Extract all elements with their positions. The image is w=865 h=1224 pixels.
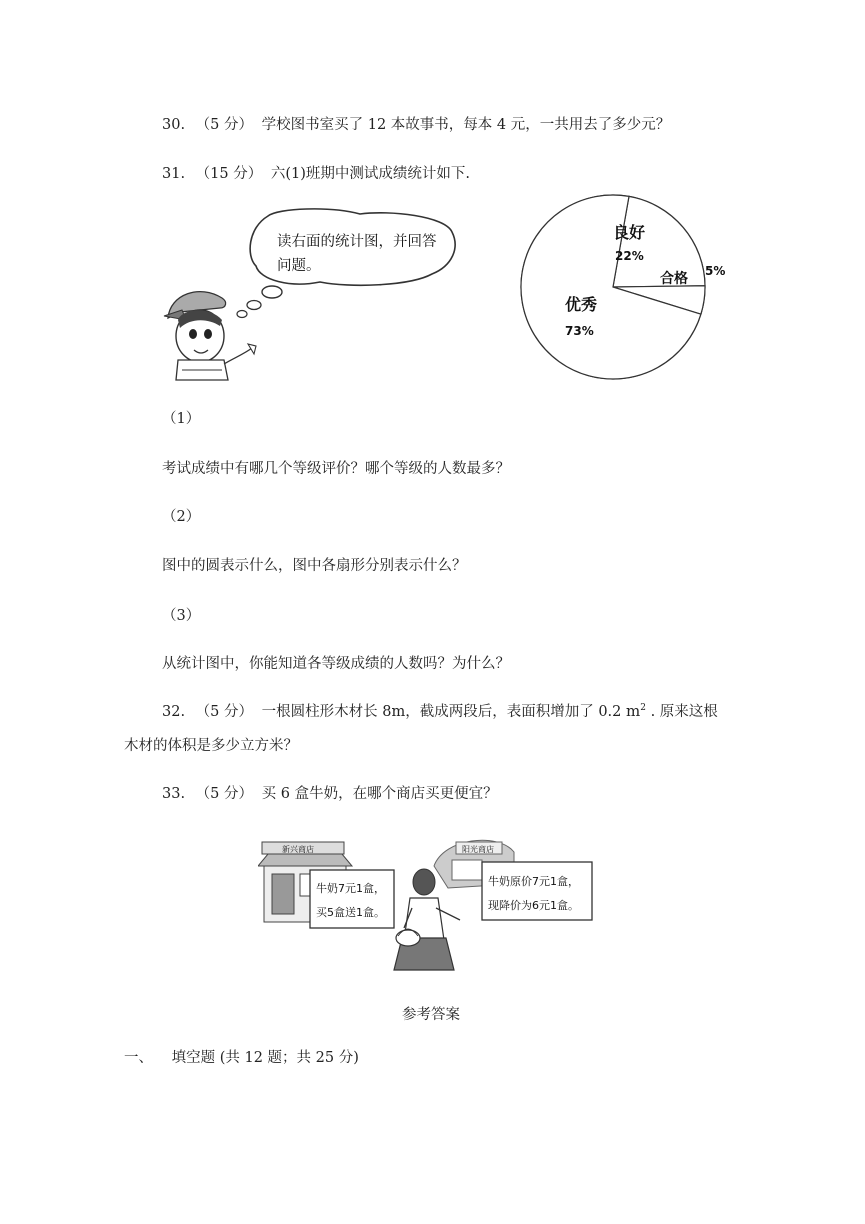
milk-shops-illustration [258, 832, 608, 982]
question-32-line2: 木材的体积是多少立方米？ [124, 738, 298, 754]
section-title: 填空题 (共 12 题；共 25 分) [171, 1050, 359, 1066]
pie-value-label: 73% [565, 324, 594, 338]
bubble-text-line1: 读右面的统计图，并回答 [277, 234, 437, 250]
question-33 [162, 782, 498, 803]
sub-question-2-text: 图中的圆表示什么，图中各扇形分别表示什么？ [162, 558, 467, 574]
pie-value-label: 22% [615, 249, 644, 263]
sub-question-1-label: （1） [162, 411, 201, 427]
shop2-offer-line1: 牛奶原价7元1盒， [488, 875, 579, 888]
section-1-heading [124, 1046, 359, 1067]
shop2-sign: 阳光商店 [462, 845, 494, 854]
bubble-text-line2: 问题。 [277, 258, 321, 274]
question-text: 六(1)班期中测试成绩统计如下. [270, 166, 470, 182]
question-text-cont: . 原来这根 [645, 704, 718, 720]
question-score: （5 分） [195, 117, 254, 133]
boy-thought-illustration [160, 208, 480, 386]
sub-question-2-label: （2） [162, 509, 201, 525]
question-32 [162, 700, 718, 721]
shop2-offer-line2: 现降价为6元1盒。 [488, 899, 579, 912]
shop1-offer-line2: 买5盒送1盒。 [316, 906, 385, 919]
question-number: 31. [162, 166, 186, 182]
question-score: （5 分） [195, 704, 254, 720]
boy-figure [164, 292, 256, 380]
area-unit-exponent: 2 [640, 703, 646, 714]
sub-question-3-text: 从统计图中，你能知道各等级成绩的人数吗？为什么？ [162, 656, 510, 672]
question-score: （15 分） [195, 166, 263, 182]
section-number: 一、 [124, 1050, 153, 1066]
shop1-price-card [310, 870, 394, 928]
question-30 [162, 113, 670, 134]
grade-pie-chart [505, 190, 725, 390]
question-number: 33. [162, 786, 186, 802]
sub-question-1-text: 考试成绩中有哪几个等级评价？哪个等级的人数最多？ [162, 461, 510, 477]
pie-category-label: 合格 [660, 271, 688, 287]
question-31 [162, 162, 470, 183]
question-number: 32. [162, 704, 186, 720]
bubble-dot [262, 286, 282, 298]
bubble-dot [247, 301, 261, 310]
bubble-dot [237, 311, 247, 318]
pie-category-label: 良好 [613, 223, 646, 242]
question-text: 一根圆柱形木材长 8m，截成两段后，表面积增加了 0.2 [261, 704, 626, 720]
sub-question-3-label: （3） [162, 608, 201, 624]
question-number: 30. [162, 117, 186, 133]
pie-category-label: 优秀 [565, 295, 598, 314]
question-text: 买 6 盒牛奶，在哪个商店买更便宜？ [261, 786, 498, 802]
shop1-offer-line1: 牛奶7元1盒， [316, 882, 385, 895]
shop1-sign: 新兴商店 [282, 845, 314, 854]
answer-title: 参考答案 [402, 1007, 460, 1023]
pie-value-label: 5% [705, 264, 725, 278]
area-unit: m [626, 702, 641, 720]
question-score: （5 分） [195, 786, 254, 802]
question-text: 学校图书室买了 12 本故事书，每本 4 元，一共用去了多少元？ [261, 117, 671, 133]
